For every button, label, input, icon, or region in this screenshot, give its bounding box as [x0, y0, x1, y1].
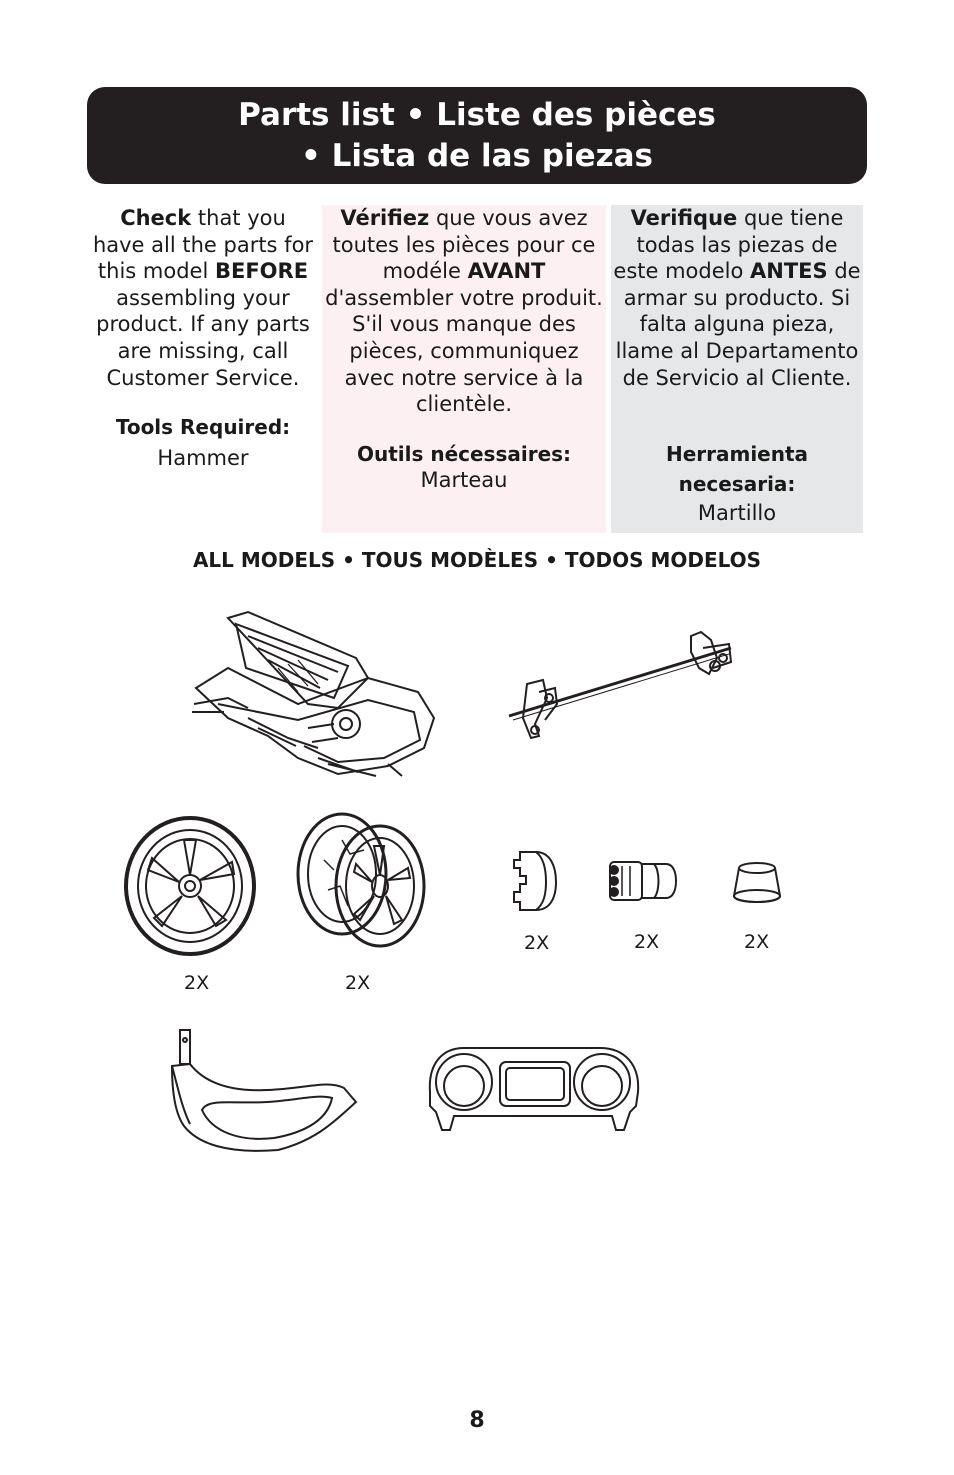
english-instructions: Check that you have all the parts for this model BEFORE assembling your product. If any parts are missing, call Customer Service. — [92, 206, 314, 390]
models-heading: ALL MODELS • TOUS MODÈLES • TODOS MODELOS — [192, 548, 762, 572]
front-wheel-image — [294, 810, 428, 950]
hubcap-image — [730, 860, 784, 906]
axle-bushing-qty: 2X — [634, 931, 660, 953]
french-column — [322, 205, 606, 533]
axle-bushing-image — [604, 856, 678, 906]
rear-wheel-image — [118, 814, 268, 959]
english-tools-heading: Tools Required: — [115, 415, 291, 440]
wheel-cap-image — [510, 848, 560, 914]
french-tools-heading: Outils nécessaires: — [356, 441, 572, 466]
front-wheel-qty: 2X — [345, 972, 371, 994]
rear-axle-image — [505, 628, 737, 742]
spanish-instructions: Verifique que tiene todas las piezas de este modelo ANTES de armar su producto. Si falta alguna pieza, llame al Departamento de Servicio al Cliente. — [613, 206, 861, 390]
spanish-tools-value: Martillo — [697, 501, 777, 526]
rear-wheel-qty: 2X — [184, 972, 210, 994]
title-line-2: • Lista de las piezas — [300, 137, 654, 174]
title-banner — [87, 87, 867, 184]
parent-tray-image — [424, 1042, 642, 1134]
wheel-cap-qty: 2X — [524, 932, 550, 954]
stroller-frame-image — [188, 608, 440, 780]
spanish-column — [611, 205, 863, 533]
title-line-1: Parts list • Liste des pièces — [238, 96, 716, 133]
english-tools-value: Hammer — [157, 445, 249, 470]
hubcap-qty: 2X — [744, 931, 770, 953]
french-instructions: Vérifiez que vous avez toutes les pièces pour ce modéle AVANT d'assembler votre produit. S'il vous manque des pièces, communiquez avec notre service à la clientèle. — [325, 206, 603, 417]
french-tools-value: Marteau — [420, 468, 508, 493]
english-column — [92, 205, 314, 533]
page-number: 8 — [469, 1408, 485, 1433]
spanish-tools-heading-1: Herramienta — [665, 442, 809, 467]
bumper-bar-image — [168, 1028, 360, 1156]
spanish-tools-heading-2: necesaria: — [678, 471, 796, 496]
